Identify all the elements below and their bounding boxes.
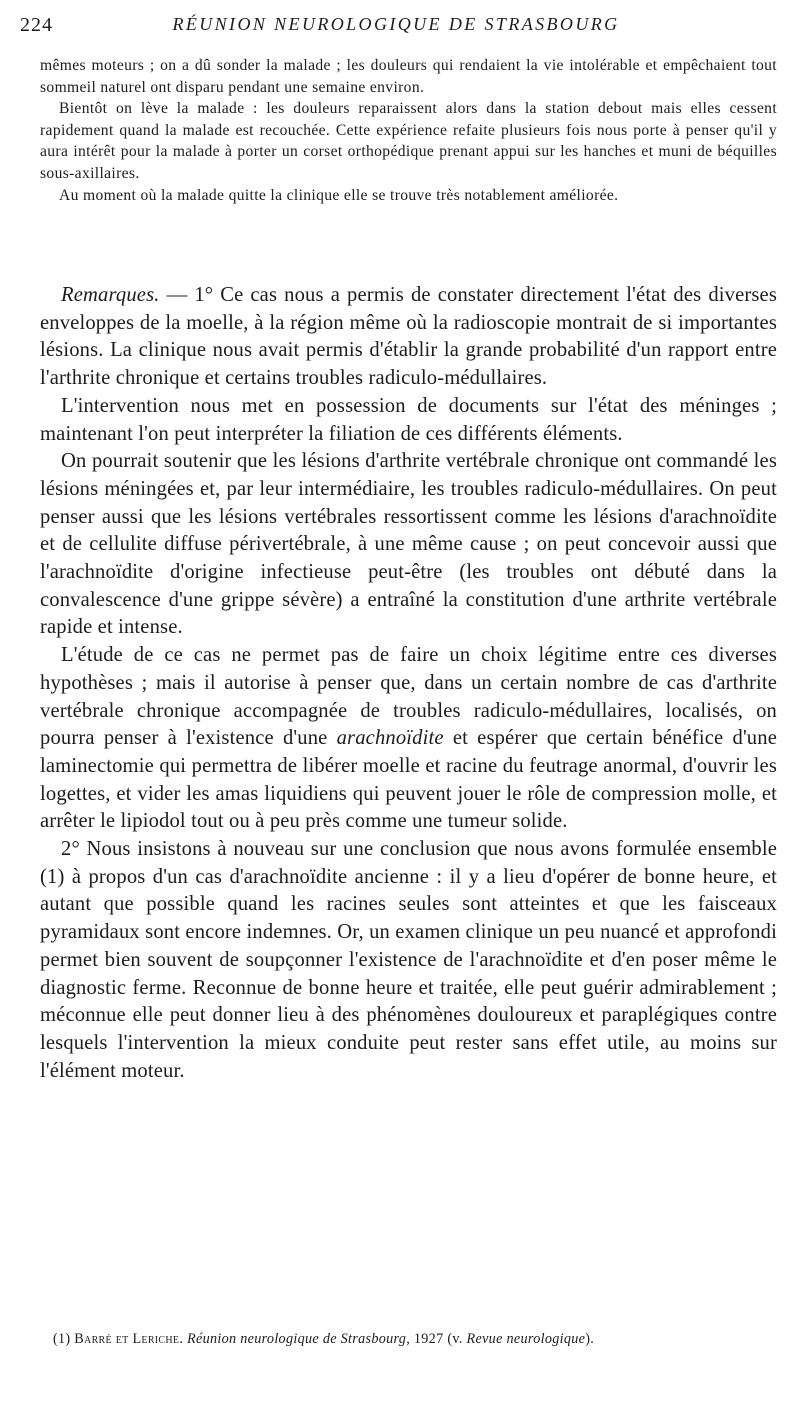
running-title: RÉUNION NEUROLOGIQUE DE STRASBOURG	[172, 14, 620, 34]
footnote-title: Réunion neurologique de Strasbourg,	[183, 1331, 411, 1347]
remarks-p4-after: et espérer que certain bénéfice d'une laminectomie qui permettra de libérer moelle et racine du feutrage anormal, d'ouvrir les logettes, et vider les amas liquidiens qui peuvent jouer le rôle de compression molle, et arrêter le lipiodol tout ou à peu près comme une tumeur solide.	[40, 727, 777, 833]
case-report-end	[40, 55, 777, 206]
intro-paragraph: mêmes moteurs ; on a dû sonder la malade ; les douleurs qui rendaient la vie intolérable et empêchaient tout sommeil naturel ont disparu pendant une semaine environ.	[40, 57, 777, 96]
remarks-section	[40, 282, 777, 1085]
remarks-paragraph-5: 2° Nous insistons à nouveau sur une conclusion que nous avons formulée ensemble (1) à propos d'un cas d'arachnoïdite ancienne : il y a lieu d'opérer de bonne heure, et autant que possible quand les racines seules sont atteintes et que les faisceaux pyramidaux sont encore indemnes. Or, un examen clinique un peu nuancé et approfondi permet bien souvent de soupçonner l'existence de l'arachnoïdite et d'en poser même le diagnostic ferme. Reconnue de bonne heure et traitée, elle peut guérir admirablement ; méconnue elle peut donner lieu à des phénomènes douloureux et paraplégiques contre lesquels l'intervention la mieux conduite peut rester sans effet utile, au moins sur l'élément moteur.	[40, 838, 777, 1082]
remarks-paragraph-4	[40, 642, 777, 836]
page-number: 224	[20, 14, 53, 36]
remarks-paragraph-1	[40, 282, 777, 393]
remarks-paragraph-2: L'intervention nous met en possession de documents sur l'état des méninges ; maintenant l'on peut interpréter la filiation de ces différents éléments.	[40, 394, 777, 445]
footnote-end: ).	[585, 1331, 595, 1347]
footnote-text	[40, 1330, 777, 1348]
footnote-marker: (1)	[53, 1331, 75, 1347]
footnote-authors: Barré et Leriche.	[74, 1331, 184, 1347]
footnote-journal: Revue neurologique	[466, 1331, 586, 1347]
footnote	[40, 1330, 777, 1348]
footnote-year: 1927 (v.	[410, 1331, 467, 1347]
remarks-paragraph-3: On pourrait soutenir que les lésions d'arthrite vertébrale chronique ont commandé les lésions méningées et, par leur intermédiaire, les troubles radiculo-médullaires. On peut penser aussi que les lésions vertébrales ressortissent comme les lésions d'arachnoïdite et de cellulite diffuse périvertébrale, à une même cause ; on peut concevoir aussi que l'arachnoïdite d'origine infectieuse peut-être (les troubles ont débuté dans la convalescence d'une grippe sévère) a entraîné la constitution d'une arthrite vertébrale rapide et intense.	[40, 450, 777, 639]
intro-paragraph: Bientôt on lève la malade : les douleurs reparaissent alors dans la station debout mais elles cessent rapidement quand la malade est recouchée. Cette expérience refaite plusieurs fois nous porte à penser qu'il y aura intérêt pour la malade à porter un corset orthopédique prenant appui sur les hanches et muni de béquilles sous-axillaires.	[40, 100, 777, 182]
remarks-p1-text: — 1° Ce cas nous a permis de constater directement l'état des diverses enveloppes de la moelle, à la région même où la radioscopie montrait de si importantes lésions. La clinique nous avait permis d'établir la grande probabilité d'un rapport entre l'arthrite chronique et certains troubles radiculo-médullaires.	[40, 284, 777, 390]
remarks-p4-before: L'étude de ce cas ne permet pas de faire un choix légitime entre ces diverses hypothèses ; mais il autorise à penser que, dans un certain nombre de cas d'arthrite vertébrale chronique accompagnée de troubles radiculo-médullaires, localisés, on pourra penser à l'existence d'une	[40, 644, 777, 750]
remarks-p4-italic: arachnoïdite	[336, 727, 444, 750]
remarks-heading: Remarques.	[61, 284, 160, 306]
intro-paragraph: Au moment où la malade quitte la clinique elle se trouve très notablement améliorée.	[59, 186, 619, 204]
